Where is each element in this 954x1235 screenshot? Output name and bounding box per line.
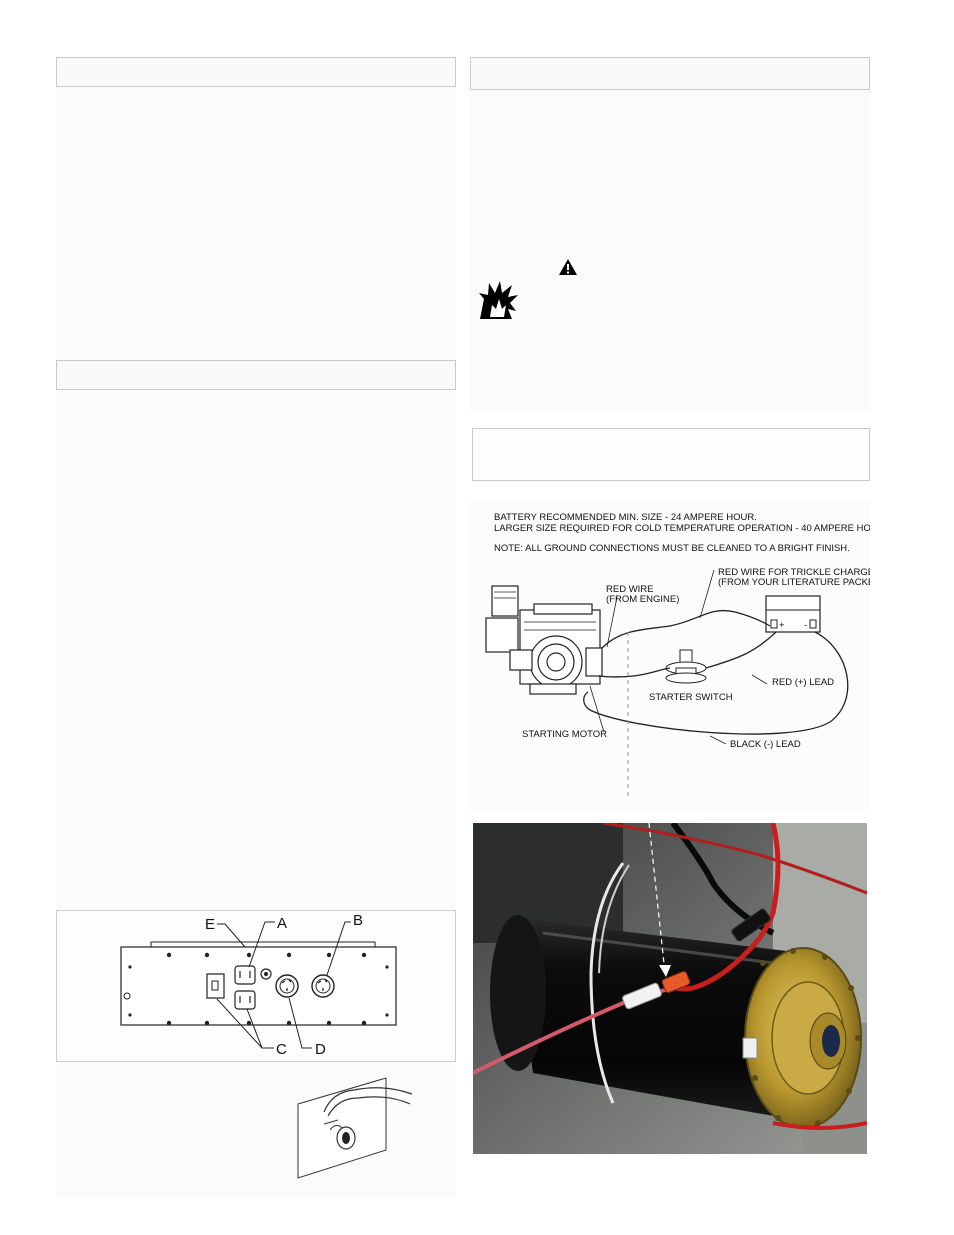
label-starter-switch: STARTER SWITCH xyxy=(649,692,733,703)
starter-motor-photo xyxy=(473,823,867,1154)
battery-note-2: LARGER SIZE REQUIRED FOR COLD TEMPERATURE OPERATION - 40 AMPERE HOUR. xyxy=(494,523,870,534)
explosion-icon xyxy=(476,279,520,321)
battery-note-3: NOTE: ALL GROUND CONNECTIONS MUST BE CLEANED TO A BRIGHT FINISH. xyxy=(494,543,850,554)
label-trickle-1: RED WIRE FOR TRICKLE CHARGE xyxy=(718,567,870,578)
right-section-header xyxy=(470,57,870,90)
control-panel-drawing xyxy=(57,911,455,1061)
label-black-lead: BLACK (-) LEAD xyxy=(730,739,801,750)
battery-wiring-drawing xyxy=(470,500,870,810)
outlet-sketch xyxy=(294,1072,414,1184)
battery-note-1: BATTERY RECOMMENDED MIN. SIZE - 24 AMPERE HOUR. xyxy=(494,512,757,523)
control-panel-diagram xyxy=(56,910,456,1062)
warning-triangle-icon xyxy=(558,258,578,276)
callout-c: C xyxy=(276,1041,287,1058)
left-section-header-1 xyxy=(56,57,456,87)
left-section-header-2 xyxy=(56,360,456,390)
label-starting-motor: STARTING MOTOR xyxy=(522,729,607,740)
callout-d: D xyxy=(315,1041,326,1058)
battery-wiring-diagram xyxy=(470,500,870,810)
callout-a: A xyxy=(277,915,288,932)
right-note-box xyxy=(472,428,870,481)
label-trickle-2: (FROM YOUR LITERATURE PACKET) xyxy=(718,577,870,588)
callout-b: B xyxy=(353,912,364,929)
label-red-wire-engine-2: (FROM ENGINE) xyxy=(606,594,680,605)
label-red-lead: RED (+) LEAD xyxy=(772,677,835,688)
outlet-sketch-drawing xyxy=(294,1072,414,1184)
right-column-background xyxy=(470,89,870,411)
label-red-wire-engine-1: RED WIRE xyxy=(606,584,654,595)
battery-plus-label: + xyxy=(779,620,785,631)
callout-e: E xyxy=(205,916,216,933)
battery-minus-label: - xyxy=(804,620,808,631)
